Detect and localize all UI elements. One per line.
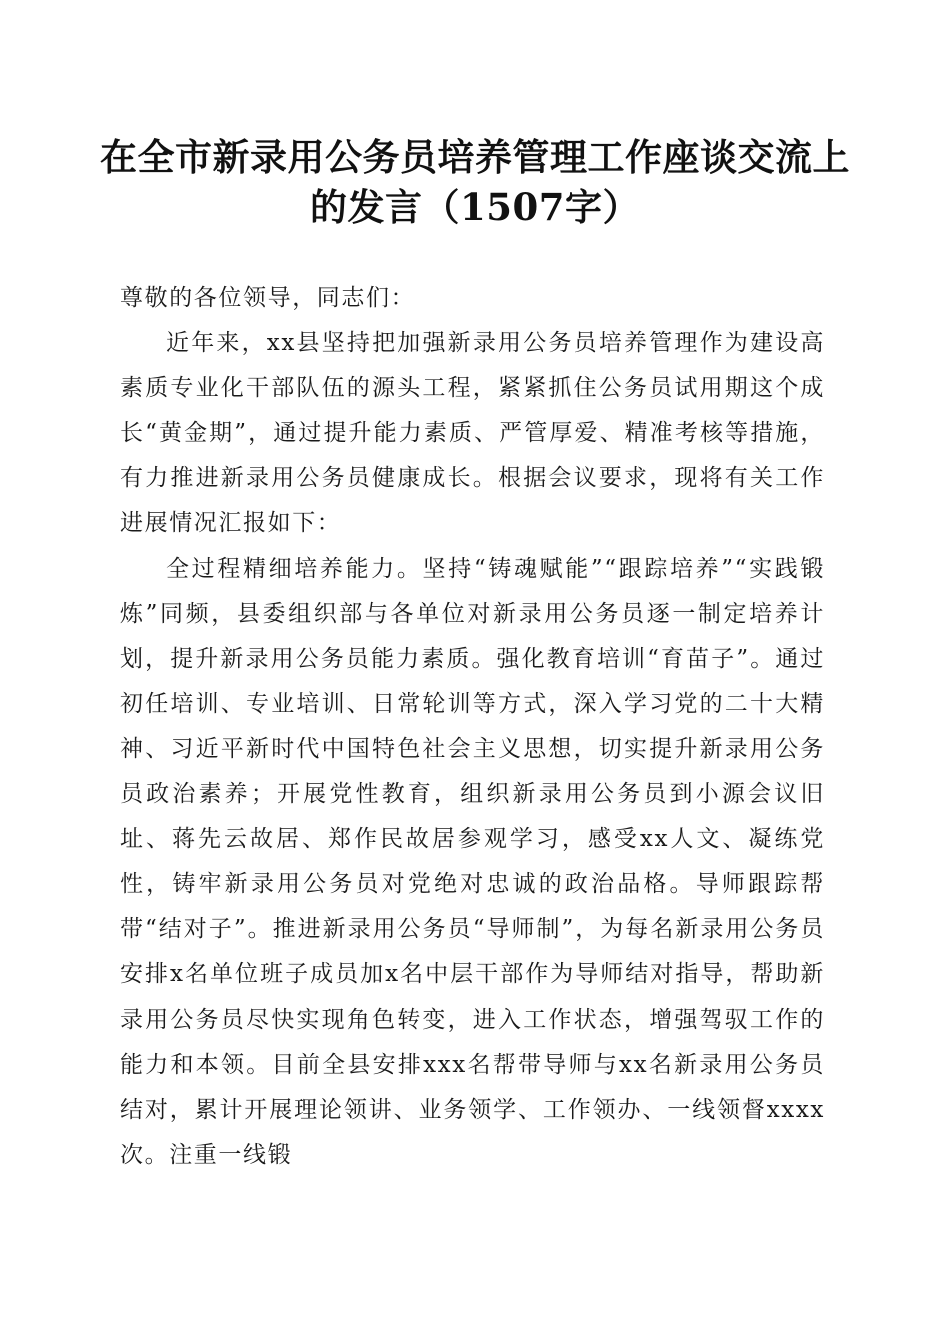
document-body (120, 276, 825, 1178)
greeting: 尊敬的各位领导，同志们： (120, 285, 416, 311)
paragraph-intro: 近年来，xx县坚持把加强新录用公务员培养管理作为建设高素质专业化干部队伍的源头工程，紧紧抓住公务员试用期这个成长“黄金期”，通过提升能力素质、严管厚爱、精准考核等措施，有力推进新录用公务员健康成长。根据会议要求，现将有关工作进展情况汇报如下： (120, 330, 825, 537)
title-line-2: 的发言（1507字） (310, 185, 640, 229)
paragraph-training: 全过程精细培养能力。坚持“铸魂赋能”“跟踪培养”“实践锻炼”同频，县委组织部与各单位对新录用公务员逐一制定培养计划，提升新录用公务员能力素质。强化教育培训“育苗子”。通过初任培训、专业培训、日常轮训等方式，深入学习党的二十大精神、习近平新时代中国特色社会主义思想，切实提升新录用公务员政治素养；开展党性教育，组织新录用公务员到小源会议旧址、蒋先云故居、郑作民故居参观学习，感受xx人文、凝练党性，铸牢新录用公务员对党绝对忠诚的政治品格。导师跟踪帮带“结对子”。推进新录用公务员“导师制”，为每名新录用公务员安排x名单位班子成员加x名中层干部作为导师结对指导，帮助新录用公务员尽快实现角色转变，进入工作状态，增强驾驭工作的能力和本领。目前全县安排xxx名帮带导师与xx名新录用公务员结对，累计开展理论领讲、业务领学、工作领办、一线领督xxxx次。注重一线锻 (120, 555, 825, 1168)
document-title (100, 132, 850, 232)
title-line-1: 在全市新录用公务员培养管理工作座谈交流上 (100, 135, 850, 179)
